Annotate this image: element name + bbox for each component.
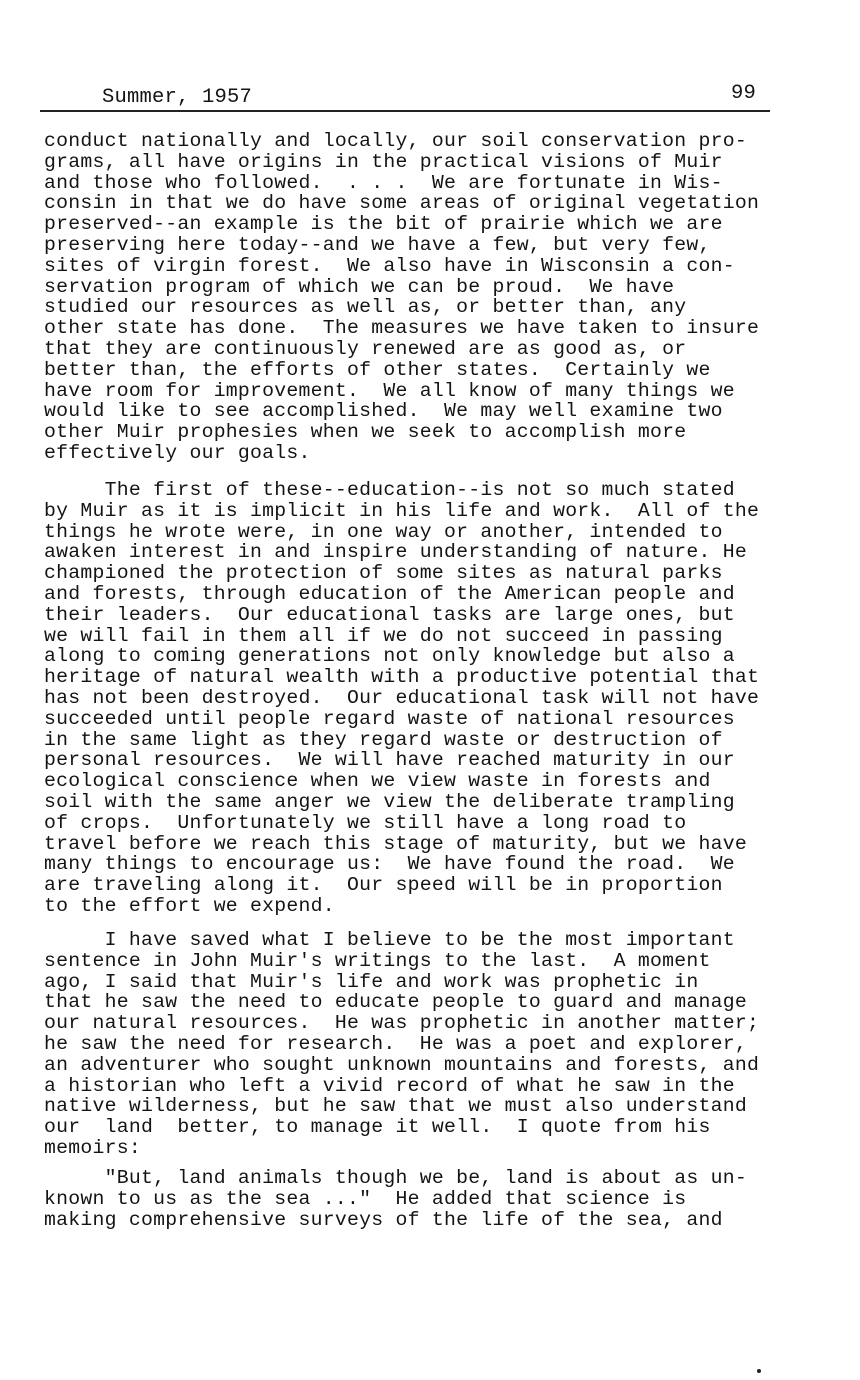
text-line: I have saved what I believe to be the most important: [44, 929, 735, 951]
text-line: along to coming generations not only knowledge but also a: [44, 645, 735, 668]
text-line: a historian who left a vivid record of what he saw in the: [44, 1074, 735, 1097]
text-line: we will fail in them all if we do not succeed in passing: [44, 624, 723, 647]
text-line: soil with the same anger we view the deliberate trampling: [44, 791, 735, 813]
text-line: heritage of natural wealth with a productive potential that: [44, 666, 760, 689]
text-line: preserving here today--and we have a few, but very few,: [44, 234, 711, 256]
text-line: that they are continuously renewed are as good as, or: [44, 338, 687, 360]
text-line: ago, I said that Muir's life and work was prophetic in: [44, 970, 699, 993]
text-line: their leaders. Our educational tasks are large ones, but: [44, 603, 735, 626]
stray-mark: [757, 1369, 761, 1373]
text-line: awaken interest in and inspire understanding of nature. He: [44, 541, 747, 564]
text-line: things he wrote were, in one way or another, intended to: [44, 520, 723, 543]
text-line: succeeded until people regard waste of national resources: [44, 707, 735, 730]
text-line: sentence in John Muir's writings to the last. A moment: [44, 949, 711, 972]
text-line: to the effort we expend.: [44, 895, 335, 917]
text-line: he saw the need for research. He was a poet and explorer,: [44, 1033, 747, 1055]
text-line: other state has done. The measures we have taken to insure: [44, 317, 760, 340]
text-line: The first of these--education--is not so much stated: [44, 479, 735, 501]
text-line: many things to encourage us: We have found the road. We: [44, 853, 735, 876]
text-line: sites of virgin forest. We also have in Wisconsin a con-: [44, 254, 735, 277]
text-line: championed the protection of some sites as natural parks: [44, 562, 723, 585]
text-line: servation program of which we can be proud. We have: [44, 275, 675, 298]
text-line: studied our resources as well as, or better than, any: [44, 296, 687, 319]
text-line: and those who followed. . . . We are fortunate in Wis-: [44, 171, 723, 194]
text-line: "But, land animals though we be, land is about as un-: [44, 1167, 747, 1189]
text-line: other Muir prophesies when we seek to accomplish more: [44, 421, 687, 444]
text-line: in the same light as they regard waste or destruction of: [44, 728, 723, 751]
text-line: that he saw the need to educate people to guard and manage: [44, 991, 747, 1014]
text-line: would like to see accomplished. We may well examine two: [44, 400, 723, 423]
text-line: personal resources. We will have reached maturity in our: [44, 749, 735, 772]
text-line: by Muir as it is implicit in his life and work. All of the: [44, 499, 760, 522]
text-line: native wilderness, but he saw that we must also understand: [44, 1095, 747, 1118]
text-line: grams, all have origins in the practical visions of Muir: [44, 150, 723, 173]
page-number: 99: [730, 82, 756, 105]
text-line: and forests, through education of the American people and: [44, 583, 735, 605]
text-line: memoirs:: [44, 1137, 141, 1159]
text-line: better than, the efforts of other states. Certainly we: [44, 358, 711, 381]
text-line: our land better, to manage it well. I quote from his: [44, 1116, 711, 1139]
text-line: ecological conscience when we view waste in forests and: [44, 770, 711, 793]
text-line: consin in that we do have some areas of original vegetation: [44, 192, 760, 215]
running-header: [40, 84, 770, 112]
text-line: known to us as the sea ..." He added that science is: [44, 1187, 687, 1210]
text-line: preserved--an example is the bit of prairie which we are: [44, 213, 723, 236]
text-line: our natural resources. He was prophetic in another matter;: [44, 1012, 760, 1035]
text-line: are traveling along it. Our speed will be in proportion: [44, 874, 723, 897]
text-line: have room for improvement. We all know of many things we: [44, 379, 735, 402]
text-line: making comprehensive surveys of the life of the sea, and: [44, 1208, 723, 1231]
issue-date: Summer, 1957: [102, 86, 253, 109]
text-line: an adventurer who sought unknown mountains and forests, and: [44, 1053, 760, 1076]
text-line: travel before we reach this stage of maturity, but we have: [44, 832, 747, 855]
text-line: of crops. Unfortunately we still have a long road to: [44, 811, 687, 834]
text-line: conduct nationally and locally, our soil conservation pro-: [44, 130, 747, 152]
text-line: has not been destroyed. Our educational task will not have: [44, 687, 760, 709]
text-line: effectively our goals.: [44, 442, 311, 464]
